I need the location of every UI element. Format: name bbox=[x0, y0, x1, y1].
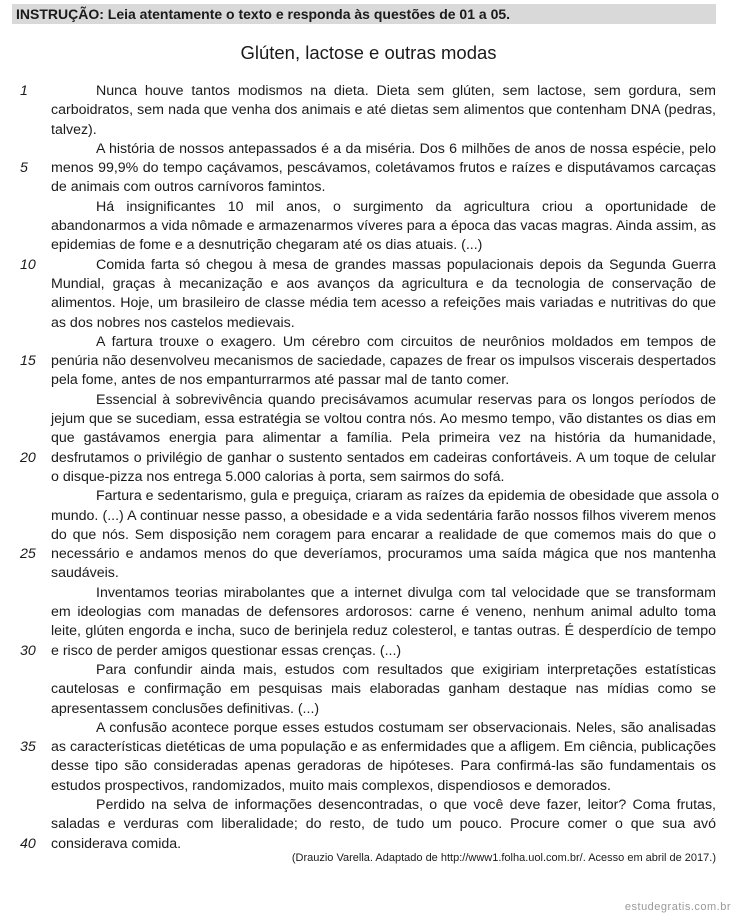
text-line bbox=[14, 526, 716, 545]
text-line bbox=[14, 815, 716, 834]
text-line bbox=[14, 275, 716, 294]
text-line bbox=[14, 82, 716, 101]
line-text: Perdido na selva de informações desencontradas, o que você deve fazer, leitor? Coma frutas, bbox=[96, 796, 716, 813]
text-line bbox=[14, 236, 716, 255]
line-text: abandonarmos a vida nômade e armazenarmos víveres para a época das vacas magras. Ainda assim, as bbox=[51, 218, 716, 235]
line-number: 40 bbox=[20, 835, 36, 852]
line-text: em ideologias com manadas de defensores ardorosos: carne é veneno, nenhum animal adulto toma bbox=[51, 604, 716, 621]
text-line bbox=[14, 468, 716, 487]
text-line bbox=[14, 217, 716, 236]
line-text: Fartura e sedentarismo, gula e preguiça, criaram as raízes da epidemia de obesidade que assola o bbox=[96, 488, 720, 505]
text-line bbox=[14, 391, 716, 410]
line-number: 15 bbox=[20, 353, 36, 370]
text-line bbox=[14, 101, 716, 120]
line-number: 1 bbox=[20, 83, 28, 99]
line-text: Nunca houve tantos modismos na dieta. Dieta sem glúten, sem lactose, sem gordura, sem bbox=[96, 83, 716, 99]
line-text: o disque-pizza nos entrega 5.000 calorias à porta, sem sairmos do sofá. bbox=[51, 468, 505, 485]
line-text: A confusão acontece porque esses estudos costumam ser observacionais. Neles, são analisadas bbox=[96, 719, 716, 736]
line-text: necessário e andamos menos do que deveríamos, procuramos uma saída mágica que nos mantenha bbox=[51, 546, 716, 563]
line-text: carboidratos, sem nada que venha dos animais e até dietas sem alimentos que contenham DNA (pedras, bbox=[51, 102, 716, 119]
text-line bbox=[14, 352, 716, 371]
line-text: leite, glúten engorda e incha, suco de berinjela reduz colesterol, e tantas outras. É desperdício de tempo bbox=[51, 623, 716, 640]
text-line bbox=[14, 700, 716, 719]
line-number: 25 bbox=[20, 546, 36, 563]
line-text: cautelosas e confirmação em pesquisas mais elaboradas ganham destaque nas mídias como se bbox=[51, 681, 716, 698]
text-line bbox=[14, 159, 716, 178]
line-text: as características dietéticas de uma população e as enfermidades que a afligem. Em ciência, publicações bbox=[51, 739, 716, 756]
text-line bbox=[14, 429, 716, 448]
text-line bbox=[14, 796, 716, 815]
text-line bbox=[14, 642, 716, 661]
text-line bbox=[14, 198, 716, 217]
line-text: epidemias de fome e a desnutrição chegaram até os dias atuais. (...) bbox=[51, 237, 483, 254]
line-text: Há insignificantes 10 mil anos, o surgimento da agricultura criou a oportunidade de bbox=[96, 198, 716, 215]
text-line bbox=[14, 487, 720, 506]
text-line bbox=[14, 564, 716, 583]
line-text: Para confundir ainda mais, estudos com resultados que exigiriam interpretações estatísticas bbox=[96, 661, 716, 678]
text-line bbox=[14, 622, 716, 641]
line-number: 30 bbox=[20, 642, 36, 659]
line-text: Comida farta só chegou à mesa de grandes massas populacionais depois da Segunda Guerra bbox=[96, 256, 716, 273]
line-text: alimentos. Hoje, um brasileiro de classe média tem acesso a refeições mais variadas e nutritivas do que bbox=[51, 295, 716, 312]
text-line bbox=[14, 757, 716, 776]
text-line bbox=[14, 719, 716, 738]
text-line bbox=[14, 545, 716, 564]
line-text: desse tipo são consideradas apenas geradoras de hipóteses. Para confirmá-las são fundamentais os bbox=[51, 758, 716, 775]
line-text: talvez). bbox=[51, 121, 97, 138]
line-text: que gastávamos energia para alimentar a família. Pela primeira vez na história da humanidade, bbox=[51, 430, 716, 447]
text-line bbox=[14, 835, 716, 854]
text-line bbox=[14, 738, 716, 757]
line-number: 35 bbox=[20, 739, 36, 756]
text-line bbox=[14, 603, 716, 622]
document-title: Glúten, lactose e outras modas bbox=[240, 42, 497, 63]
line-text: desfrutamos o privilégio de ganhar o sustento sentados em cadeiras confortáveis. A um toque de celular bbox=[51, 449, 716, 466]
line-text: Essencial à sobrevivência quando precisávamos acumular reservas para os longos períodos de bbox=[96, 391, 716, 408]
text-line bbox=[14, 661, 716, 680]
site-watermark: estudegratis.com.br bbox=[624, 901, 731, 913]
text-line bbox=[14, 584, 716, 603]
line-text: A história de nossos antepassados é a da miséria. Dos 6 milhões de anos de nossa espécie, pelo bbox=[96, 140, 716, 157]
text-line bbox=[14, 121, 716, 140]
text-line bbox=[14, 449, 716, 468]
line-text: saudáveis. bbox=[51, 565, 119, 582]
line-text: considerava comida. bbox=[51, 835, 182, 852]
line-text: apresentassem conclusões definitivas. (...) bbox=[51, 700, 320, 717]
line-number: 5 bbox=[20, 160, 28, 177]
line-text: menos 99,9% do tempo caçávamos, pescávamos, coletávamos frutos e raízes e disputávamos carcaças bbox=[51, 160, 716, 177]
line-text: estudos prospectivos, randomizados, muito mais complexos, dispendiosos e demorados. bbox=[51, 777, 611, 794]
text-line bbox=[14, 680, 716, 699]
line-text: de animais com outros carnívoros famintos. bbox=[51, 179, 326, 196]
text-line bbox=[14, 140, 716, 159]
line-text: A fartura trouxe o exagero. Um cérebro com circuitos de neurônios moldados em tempos de bbox=[96, 333, 716, 350]
text-line bbox=[14, 507, 716, 526]
line-text: do que nós. Sem disposição nem coragem para encarar a realidade de que comemos mais do que o bbox=[51, 526, 716, 543]
text-line bbox=[14, 178, 716, 197]
line-text: Inventamos teorias mirabolantes que a internet divulga com tal velocidade que se transformam bbox=[96, 584, 716, 601]
text-body bbox=[14, 82, 720, 854]
line-text: saladas e verduras com liberalidade; do resto, de tudo um pouco. Procure comer o que sua avó bbox=[51, 816, 716, 833]
line-text: pela fome, antes de nos empanturrarmos até passar mal de tanto comer. bbox=[51, 372, 510, 389]
text-line bbox=[14, 314, 716, 333]
line-text: e risco de perder amigos questionar essas crenças. (...) bbox=[51, 642, 402, 659]
line-text: jejum que se sucediam, essa estratégia se voltou contra nós. Ao mesmo tempo, vão distantes os dias em bbox=[51, 411, 716, 428]
line-number: 10 bbox=[20, 256, 36, 273]
text-line bbox=[14, 371, 716, 390]
text-line bbox=[14, 410, 716, 429]
line-text: penúria não desenvolveu mecanismos de saciedade, capazes de frear os impulsos viscerais despertados bbox=[51, 353, 716, 370]
text-line bbox=[14, 333, 716, 352]
instruction-text: INSTRUÇÃO: Leia atentamente o texto e responda às questões de 01 a 05. bbox=[16, 6, 511, 22]
instruction-bar bbox=[12, 4, 716, 24]
line-text: Mundial, graças à mecanização e aos avanços da agricultura e da tecnologia de conservação de bbox=[51, 275, 716, 292]
line-number: 20 bbox=[20, 449, 36, 466]
text-line bbox=[14, 294, 716, 313]
line-text: as dos nobres nos castelos medievais. bbox=[51, 314, 295, 331]
text-line bbox=[14, 777, 716, 796]
text-line bbox=[14, 256, 716, 275]
line-text: mundo. (...) A continuar nesse passo, a obesidade e a vida sedentária farão nossos filhos viverem menos bbox=[51, 507, 716, 524]
source-citation: (Drauzio Varella. Adaptado de http://www1.folha.uol.com.br/. Acesso em abril de 2017.) bbox=[291, 852, 716, 864]
